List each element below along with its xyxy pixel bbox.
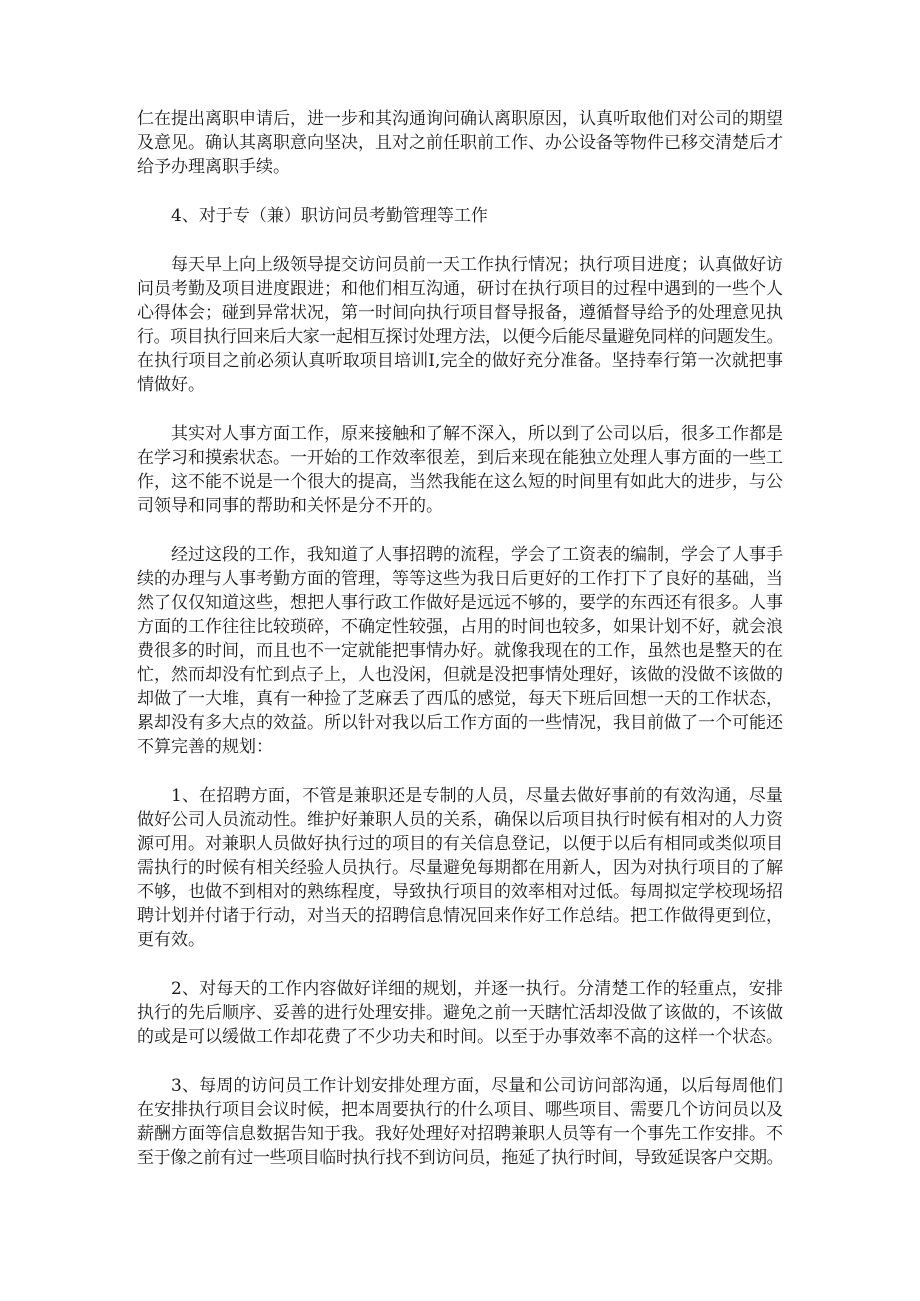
text-line: 2、对每天的工作内容做好详细的规划，并逐一执行。分清楚工作的轻重点，安排 xyxy=(171,979,783,999)
text-line: 费很多的时间，而且也不一定就能把事情办好。就像我现在的工作，虽然也是整天的在 xyxy=(137,641,783,661)
text-line: 续的办理与人事考勤方面的管理，等等这些为我日后更好的工作打下了良好的基础，当 xyxy=(137,569,783,589)
paragraph xyxy=(137,107,783,179)
text-line: 需执行的时候有相关经验人员执行。尽量避免每期都在用新人，因为对执行项目的了解 xyxy=(137,858,783,878)
paragraph xyxy=(137,784,783,952)
text-line: 及意见。确认其离职意向坚决，且对之前任职前工作、办公设备等物件已移交清楚后才 xyxy=(137,133,783,153)
text-line: 问员考勤及项目进度跟进；和他们相互沟通，研讨在执行项目的过程中遇到的一些个人 xyxy=(137,279,783,299)
text-line: 1、在招聘方面，不管是兼职还是专制的人员，尽量去做好事前的有效沟通，尽量 xyxy=(171,786,783,806)
text-line: 每天早上向上级领导提交访问员前一天工作执行情况；执行项目进度；认真做好访 xyxy=(171,255,783,275)
text-line: 至于像之前有过一些项目临时执行找不到访问员，拖延了执行时间，导致延误客户交期。 xyxy=(137,1148,783,1168)
text-line: 仁在提出离职申请后，进一步和其沟通询问确认离职原因，认真听取他们对公司的期望 xyxy=(137,109,783,129)
text-line: 3、每周的访问员工作计划安排处理方面，尽量和公司访问部沟通，以后每周他们 xyxy=(171,1076,783,1096)
text-line: 却做了一大堆，真有一种捡了芝麻丢了西瓜的感觉，每天下班后回想一天的工作状态， xyxy=(137,689,783,709)
text-line: 心得体会；碰到异常状况，第一时间向执行项目督导报备，遵循督导给予的处理意见执 xyxy=(137,303,783,323)
text-line: 行。项目执行回来后大家一起相互探讨处理方法，以便今后能尽量避免同样的问题发生。 xyxy=(137,327,783,347)
text-line: 累却没有多大点的效益。所以针对我以后工作方面的一些情况，我目前做了一个可能还 xyxy=(137,713,783,733)
text-line: 方面的工作往往比较琐碎，不确定性较强，占用的时间也较多，如果计划不好，就会浪 xyxy=(137,617,783,637)
text-line: 在执行项目之前必须认真听取项目培训I,完全的做好充分准备。坚持奉行第一次就把事 xyxy=(137,351,783,371)
text-line: 聘计划并付诸于行动，对当天的招聘信息情况回来作好工作总结。把工作做得更到位， xyxy=(137,906,783,926)
text-line: 情做好。 xyxy=(137,375,205,395)
paragraph xyxy=(137,253,783,397)
text-line: 更有效。 xyxy=(137,930,205,950)
text-line: 的或是可以缓做工作却花费了不少功夫和时间。以至于办事效率不高的这样一个状态。 xyxy=(137,1027,783,1047)
text-line: 做好公司人员流动性。维护好兼职人员的关系，确保以后项目执行时候有相对的人力资 xyxy=(137,810,783,830)
text-line: 不算完善的规划： xyxy=(137,737,273,757)
paragraph xyxy=(137,543,783,759)
paragraph xyxy=(137,422,783,518)
paragraph xyxy=(137,1074,783,1170)
text-line: 4、对于专（兼）职访问员考勤管理等工作 xyxy=(171,206,488,226)
text-line: 经过这段的工作，我知道了人事招聘的流程，学会了工资表的编制，学会了人事手 xyxy=(171,545,783,565)
text-line: 在学习和摸索状态。一开始的工作效率很差，到后来现在能独立处理人事方面的一些工 xyxy=(137,448,783,468)
text-line: 薪酬方面等信息数据告知于我。我好处理好对招聘兼职人员等有一个事先工作安排。不 xyxy=(137,1124,783,1144)
text-line: 执行的先后顺序、妥善的进行处理安排。避免之前一天瞎忙活却没做了该做的，不该做 xyxy=(137,1003,783,1023)
text-line: 源可用。对兼职人员做好执行过的项目的有关信息登记，以便于以后有相同或类似项目 xyxy=(137,834,783,854)
document-body xyxy=(137,0,783,1235)
paragraph xyxy=(137,977,783,1049)
text-line: 司领导和同事的帮助和关怀是分不开的。 xyxy=(137,496,443,516)
text-line: 忙，然而却没有忙到点子上，人也没闲，但就是没把事情处理好，该做的没做不该做的 xyxy=(137,665,783,685)
section-heading xyxy=(137,204,783,228)
text-line: 作，这不能不说是一个很大的提高，当然我能在这么短的时间里有如此大的进步，与公 xyxy=(137,472,783,492)
text-line: 在安排执行项目会议时候，把本周要执行的什么项目、哪些项目、需要几个访问员以及 xyxy=(137,1100,783,1120)
text-line: 其实对人事方面工作，原来接触和了解不深入，所以到了公司以后，很多工作都是 xyxy=(171,424,783,444)
text-line: 不够，也做不到相对的熟练程度，导致执行项目的效率相对过低。每周拟定学校现场招 xyxy=(137,882,783,902)
text-line: 然了仅仅知道这些，想把人事行政工作做好是远远不够的，要学的东西还有很多。人事 xyxy=(137,593,783,613)
text-line: 给予办理离职手续。 xyxy=(137,157,290,177)
